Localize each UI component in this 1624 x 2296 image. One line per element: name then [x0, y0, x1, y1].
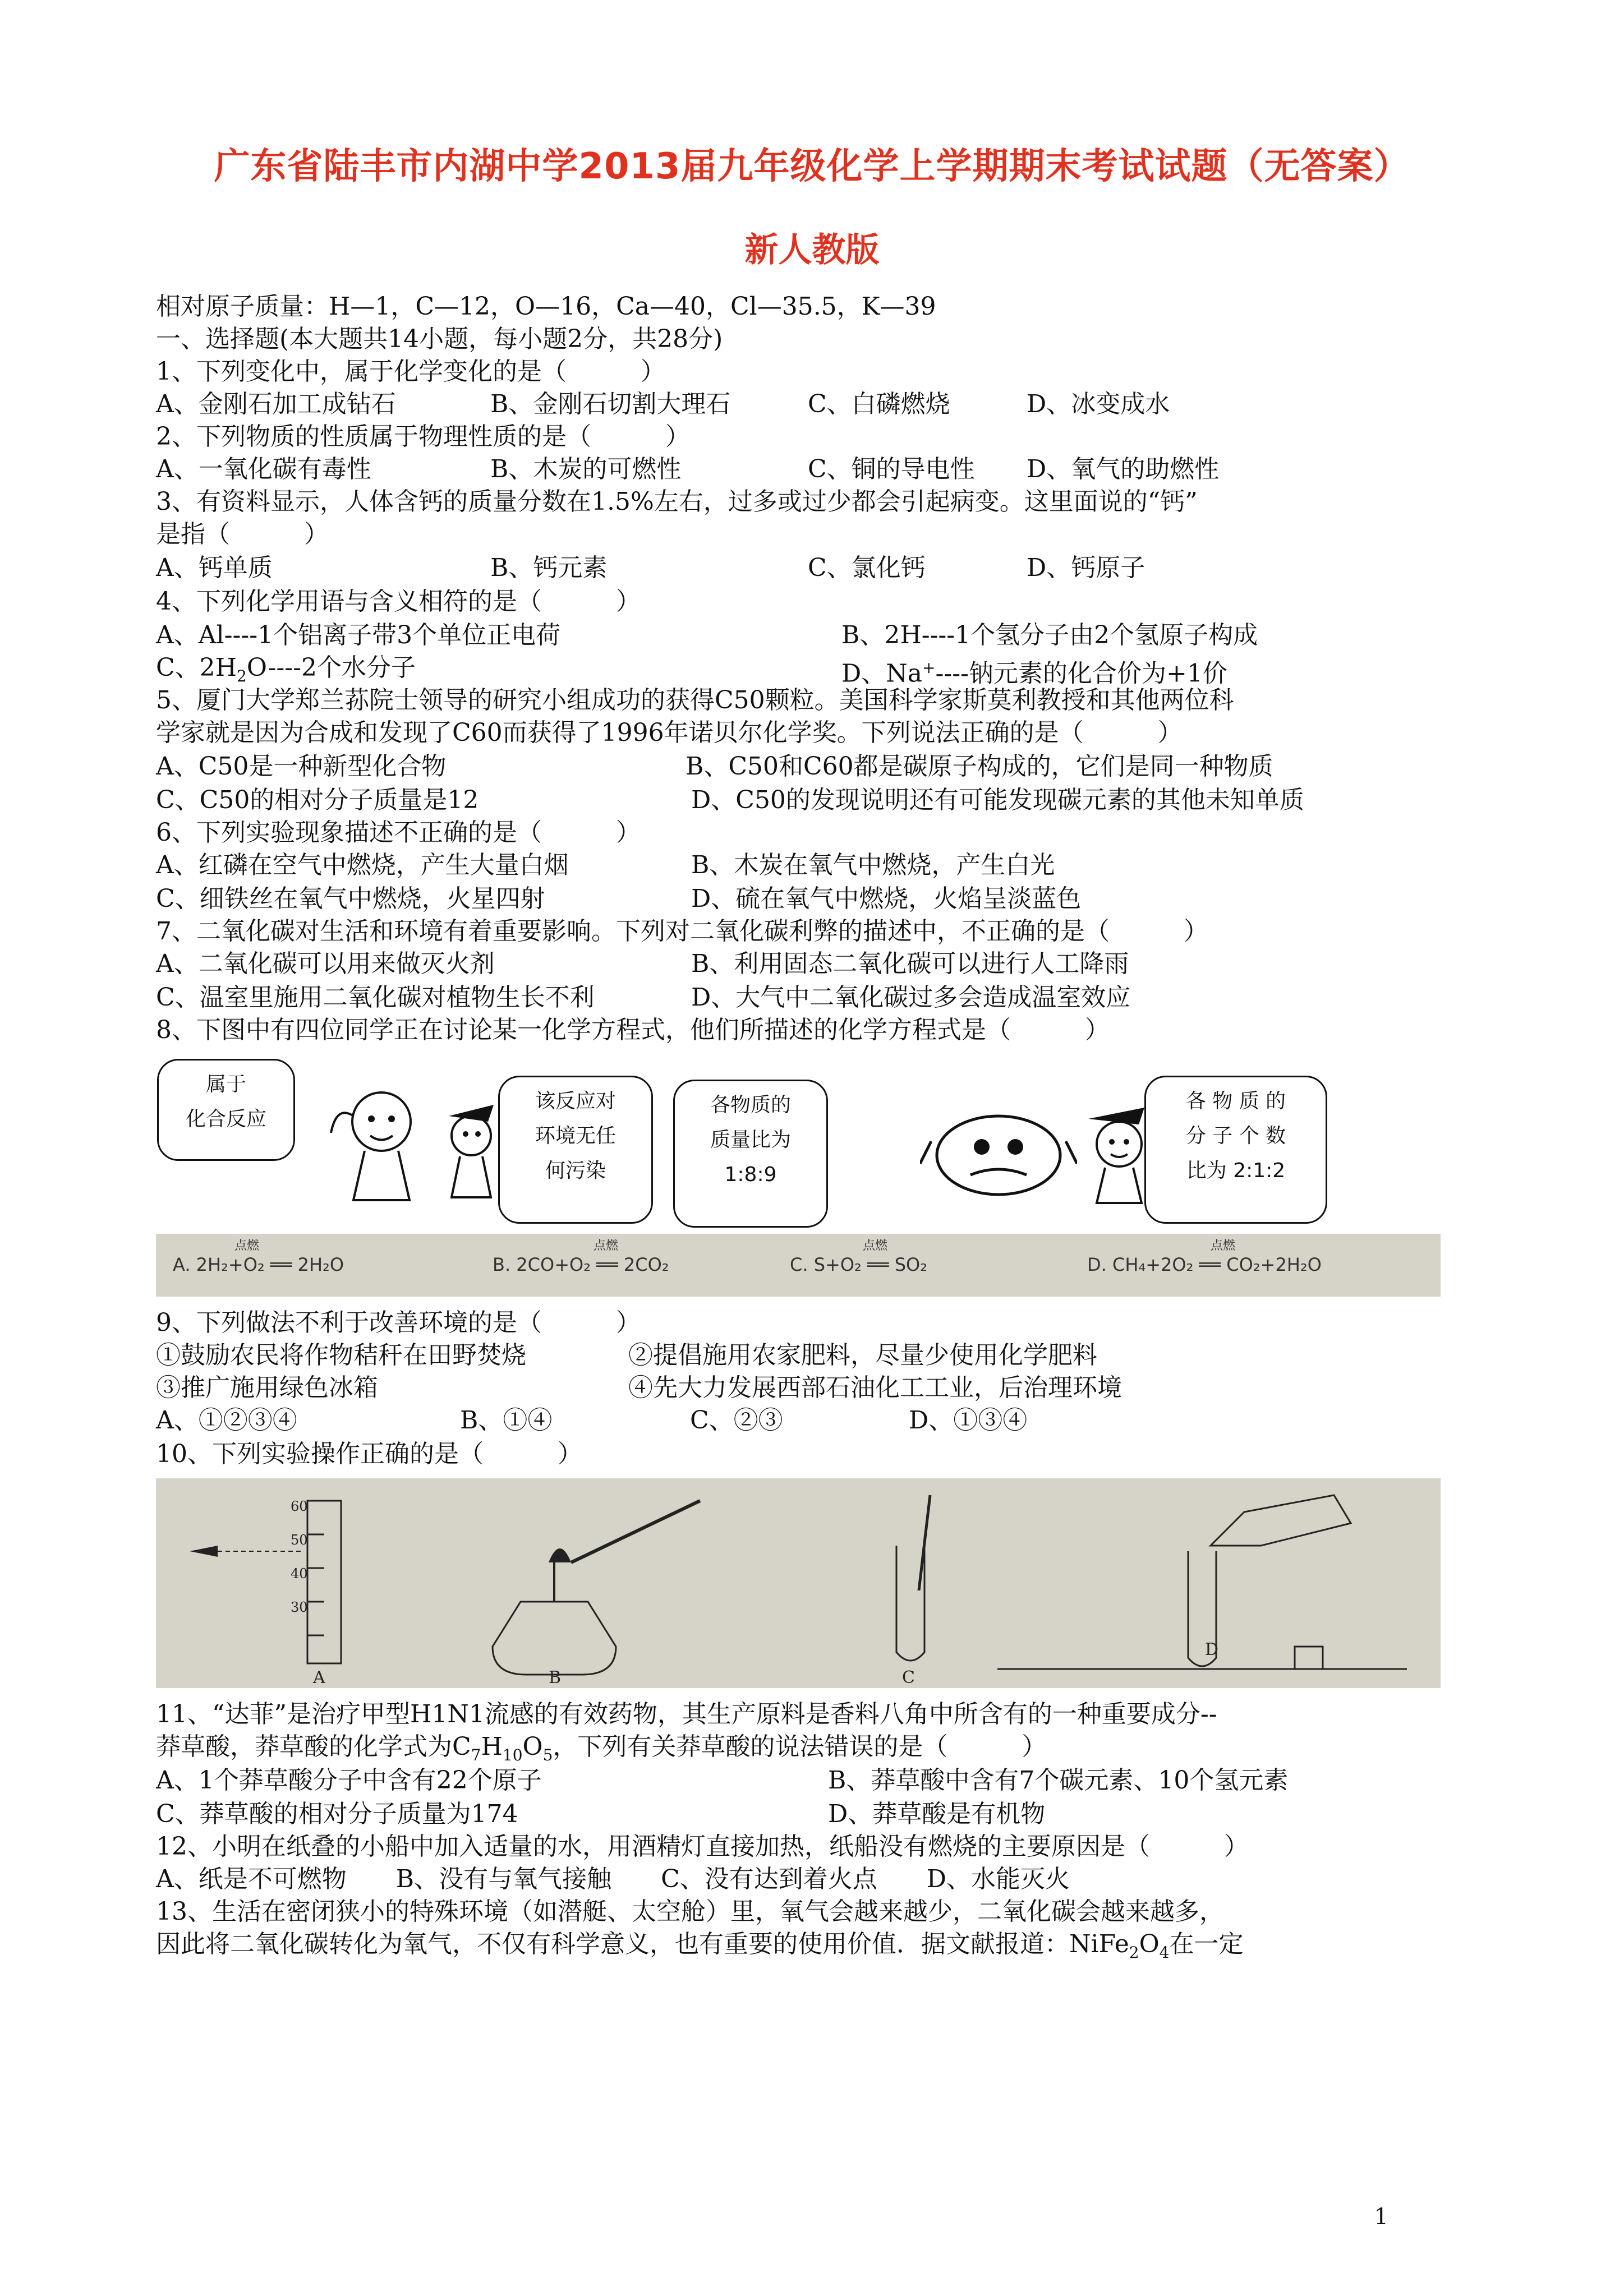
q1-stem: 1、下列变化中，属于化学变化的是（ ）	[156, 357, 665, 386]
q5-option-c: C、C50的相对分子质量是12	[156, 786, 479, 814]
q3-option-c: C、氯化钙	[808, 554, 926, 582]
document-subtitle: 新人教版	[744, 230, 880, 270]
q9-option-d: D、①③④	[909, 1406, 1028, 1435]
cylinder-tick-50: 50	[291, 1532, 308, 1548]
q3-option-a: A、钙单质	[156, 554, 273, 582]
q2-option-b: B、木炭的可燃性	[490, 455, 682, 483]
equation-option-b: B. 2CO+O₂ ══ 2CO₂	[493, 1254, 669, 1275]
q7-option-a: A、二氧化碳可以用来做灭火剂	[156, 949, 495, 978]
q6-option-a: A、红磷在空气中燃烧，产生大量白烟	[156, 851, 569, 879]
speech-bubble-4: 各 物 质 的 分 子 个 数 比为 2:1:2	[1144, 1076, 1327, 1224]
q4-option-c: C、$2H_2O----2$个水分子	[156, 653, 416, 685]
q5-option-b: B、C50和C60都是碳原子构成的，它们是同一种物质	[686, 752, 1273, 781]
q12-options: A、纸是不可燃物 B、没有与氧气接触 C、没有达到着火点 D、水能灭火	[156, 1865, 1070, 1893]
q9-option-a: A、①②③④	[156, 1406, 297, 1435]
speech-bubble-1: 属于 化合反应	[157, 1059, 295, 1161]
cylinder-tick-40: 40	[291, 1566, 308, 1582]
q4-option-b: B、2H----1个氢分子由2个氢原子构成	[841, 621, 1258, 649]
apparatus-label-a: A	[313, 1668, 325, 1688]
atomic-mass-line: 相对原子质量：H—1，C—12，O—16，Ca—40，Cl—35.5，K—39	[156, 292, 936, 321]
q9-item-2: ②提倡施用农家肥料，尽量少使用化学肥料	[628, 1341, 1097, 1370]
student-figure-4	[1077, 1099, 1161, 1206]
q1-option-b: B、金刚石切割大理石	[490, 390, 731, 418]
q11-stem-2: 莽草酸，莽草酸的化学式为$C_7H_{10}O_5$，下列有关莽草酸的说法错误的是（ ）	[156, 1732, 1047, 1764]
apparatus-label-c: C	[902, 1668, 915, 1688]
q3-option-d: D、钙原子	[1027, 554, 1145, 582]
equation-options-strip	[156, 1234, 1441, 1297]
q11-option-d: D、莽草酸是有机物	[828, 1800, 1046, 1828]
student-figure-3	[920, 1108, 1077, 1203]
student-figure-2	[438, 1094, 505, 1200]
q4-stem: 4、下列化学用语与含义相符的是（ ）	[156, 587, 641, 616]
q3-stem-1: 3、有资料显示，人体含钙的质量分数在1.5%左右，过多或过少都会引起病变。这里面说的“钙”	[156, 487, 1198, 516]
q10-stem: 10、下列实验操作正确的是（ ）	[156, 1440, 582, 1468]
q2-option-a: A、一氧化碳有毒性	[156, 455, 371, 483]
q7-option-c: C、温室里施用二氧化碳对植物生长不利	[156, 983, 595, 1012]
q9-stem: 9、下列做法不利于改善环境的是（ ）	[156, 1308, 641, 1337]
q8-stem: 8、下图中有四位同学正在讨论某一化学方程式，他们所描述的化学方程式是（ ）	[156, 1016, 1110, 1044]
q4-option-d: D、Na+----钠元素的化合价为+1价	[841, 658, 1227, 688]
q6-stem: 6、下列实验现象描述不正确的是（ ）	[156, 818, 641, 847]
q9-option-b: B、①④	[460, 1406, 553, 1435]
q6-option-d: D、硫在氧气中燃烧，火焰呈淡蓝色	[691, 884, 1082, 913]
q9-option-c: C、②③	[690, 1406, 783, 1435]
document-title: 广东省陆丰市内湖中学2013届九年级化学上学期期末考试试题（无答案）	[214, 146, 1410, 187]
q9-item-3: ③推广施用绿色冰箱	[156, 1373, 378, 1402]
q6-option-c: C、细铁丝在氧气中燃烧，火星四射	[156, 884, 545, 913]
q1-option-c: C、白磷燃烧	[808, 390, 950, 418]
reaction-condition-c: 点燃	[863, 1239, 888, 1253]
apparatus-label-d: D	[1205, 1640, 1219, 1659]
q5-stem-1: 5、厦门大学郑兰荪院士领导的研究小组成功的获得C50颗粒。美国科学家斯莫利教授和其他两位科	[156, 686, 1234, 714]
section-heading: 一、选择题(本大题共14小题，每小题2分，共28分)	[156, 325, 723, 353]
reaction-condition-d: 点燃	[1211, 1239, 1236, 1253]
q5-stem-2: 学家就是因为合成和发现了C60而获得了1996年诺贝尔化学奖。下列说法正确的是（ ）	[156, 718, 1183, 747]
equation-option-a: A. 2H₂+O₂ ══ 2H₂O	[173, 1254, 344, 1275]
q3-option-b: B、钙元素	[490, 554, 608, 582]
reaction-condition-a: 点燃	[234, 1239, 260, 1253]
q7-option-d: D、大气中二氧化碳过多会造成温室效应	[691, 983, 1131, 1012]
lab-operations-image	[156, 1478, 1441, 1688]
q3-stem-2: 是指（ ）	[156, 520, 329, 548]
cylinder-tick-30: 30	[291, 1599, 308, 1615]
q13-stem-1: 13、生活在密闭狭小的特殊环境（如潜艇、太空舱）里，氧气会越来越少，二氧化碳会越来越多，	[156, 1897, 1224, 1926]
q9-item-1: ①鼓励农民将作物秸秆在田野焚烧	[156, 1341, 526, 1370]
equation-option-c: C. S+O₂ ══ SO₂	[790, 1254, 928, 1275]
q9-item-4: ④先大力发展西部石油化工工业，后治理环境	[628, 1373, 1122, 1402]
q11-option-b: B、莽草酸中含有7个碳元素、10个氢元素	[828, 1766, 1289, 1795]
page-number: 1	[1374, 2204, 1388, 2230]
q1-option-d: D、冰变成水	[1027, 390, 1170, 418]
q11-stem-1: 11、“达菲”是治疗甲型H1N1流感的有效药物，其生产原料是香料八角中所含有的一种重要成分--	[156, 1700, 1217, 1728]
q12-stem: 12、小明在纸叠的小船中加入适量的水，用酒精灯直接加热，纸船没有燃烧的主要原因是（ ）	[156, 1832, 1249, 1861]
q2-stem: 2、下列物质的性质属于物理性质的是（ ）	[156, 422, 690, 451]
apparatus-label-b: B	[549, 1668, 562, 1688]
q5-option-a: A、C50是一种新型化合物	[156, 752, 447, 781]
q11-option-c: C、莽草酸的相对分子质量为174	[156, 1800, 518, 1828]
lab-apparatus-drawings	[156, 1478, 1441, 1688]
reaction-condition-b: 点燃	[594, 1239, 619, 1253]
q5-option-d: D、C50的发现说明还有可能发现碳元素的其他未知单质	[691, 786, 1304, 814]
equation-option-d: D. CH₄+2O₂ ══ CO₂+2H₂O	[1087, 1254, 1322, 1275]
q1-option-a: A、金刚石加工成钻石	[156, 390, 396, 418]
q2-option-d: D、氧气的助燃性	[1027, 455, 1220, 483]
speech-bubble-3: 各物质的 质量比为 1:8:9	[673, 1080, 828, 1228]
q13-stem-2: 因此将二氧化碳转化为氧气，不仅有科学意义，也有重要的使用价值．据文献报道：$NiFe_2O_4$在一定	[156, 1930, 1244, 1962]
cylinder-tick-60: 60	[291, 1499, 308, 1514]
q7-option-b: B、利用固态二氧化碳可以进行人工降雨	[691, 949, 1129, 978]
q6-option-b: B、木炭在氧气中燃烧，产生白光	[691, 851, 1055, 879]
speech-bubble-2: 该反应对 环境无任 何污染	[498, 1076, 653, 1224]
q11-option-a: A、1个莽草酸分子中含有22个原子	[156, 1766, 542, 1795]
q7-stem: 7、二氧化碳对生活和环境有着重要影响。下列对二氧化碳利弊的描述中，不正确的是（ ）	[156, 917, 1208, 946]
student-figure-1	[314, 1082, 449, 1206]
q2-option-c: C、铜的导电性	[808, 455, 975, 483]
q4-option-a: A、Al----1个铝离子带3个单位正电荷	[156, 621, 561, 649]
